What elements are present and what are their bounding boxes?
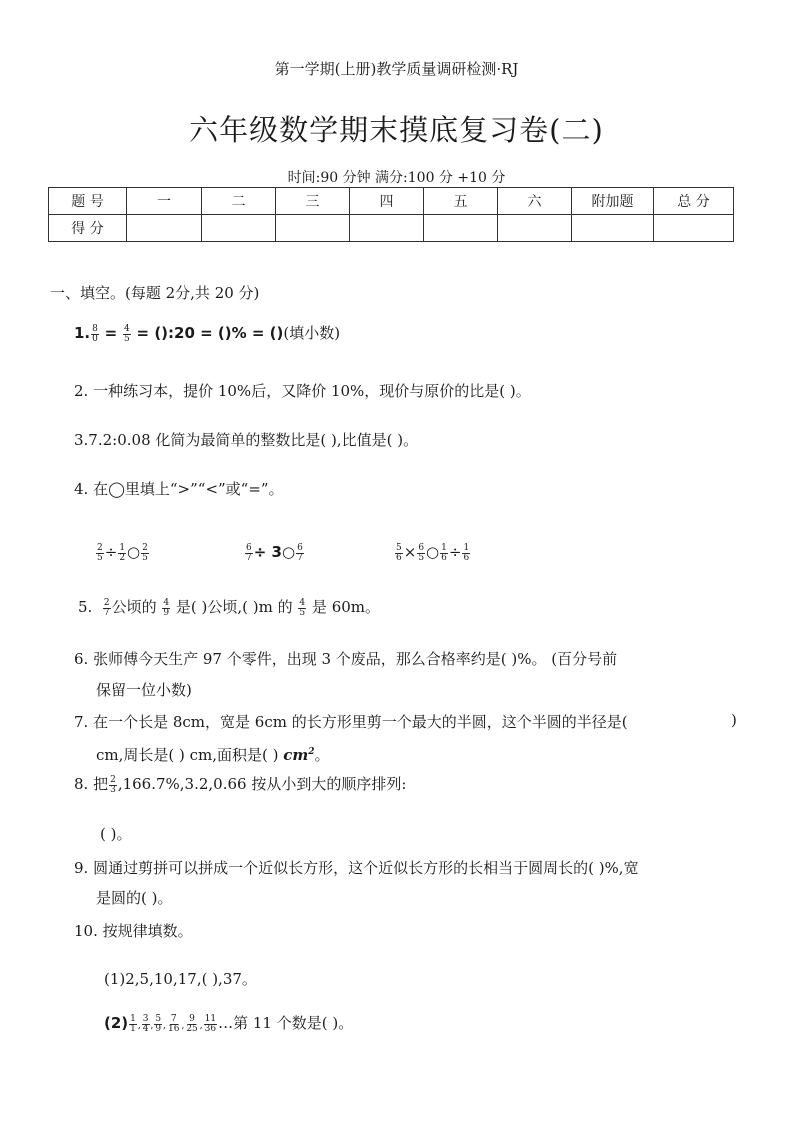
exam-meta: 时间:90 分钟 满分:100 分 +10 分 <box>287 170 506 186</box>
question-7-paren: ) <box>731 711 737 729</box>
table-cell: 一 <box>127 188 202 215</box>
fraction: $\frac{8}{0}$ <box>92 323 98 344</box>
fraction: $\frac{6}{5}$ <box>418 542 425 563</box>
score-input-cell[interactable] <box>654 215 734 242</box>
fraction: $\frac{1}{2}$ <box>119 542 126 563</box>
fraction: $\frac{6}{7}$ <box>297 542 303 563</box>
q1-equation: = ():20 = ()% = () <box>136 324 284 342</box>
fraction: $\frac{4}{5}$ <box>299 597 306 618</box>
sequence-fraction: $\frac{7}{16}$ <box>167 1013 180 1034</box>
question-9-line2: 是圆的( )。 <box>96 889 173 907</box>
fraction: $\frac{2}{3}$ <box>110 774 116 795</box>
sequence-fraction: $\frac{5}{9}$ <box>155 1013 162 1034</box>
fraction: $\frac{1}{6}$ <box>463 542 470 563</box>
question-5: 5. $\frac{2}{7}$ 公顷的 $\frac{4}{9}$ 是( )公顷,( )m 的 $\frac{4}{5}$ 是 60m。 <box>78 597 381 618</box>
question-9-line1: 9. 圆通过剪拼可以拼成一个近似长方形，这个近似长方形的长相当于圆周长的( )%,宽 <box>74 859 639 877</box>
q1-number: 1. <box>74 324 91 342</box>
sequence-comma: , <box>199 1021 203 1031</box>
table-cell: 总 分 <box>654 188 734 215</box>
score-input-cell[interactable] <box>276 215 350 242</box>
table-cell: 附加题 <box>572 188 654 215</box>
sequence-fraction: $\frac{1}{1}$ <box>130 1013 136 1034</box>
question-1: 1. $\frac{8}{0}$ = $\frac{4}{5}$ = ():20 = ()% = ()(填小数) <box>74 323 341 344</box>
sequence-comma: , <box>181 1021 185 1031</box>
table-cell: 三 <box>276 188 350 215</box>
section-title: 一、填空。(每题 2分,共 20 分) <box>50 284 260 302</box>
question-2: 2. 一种练习本，提价 10%后，又降价 10%，现价与原价的比是( )。 <box>74 382 531 400</box>
fraction: $\frac{4}{5}$ <box>124 323 130 344</box>
fraction: $\frac{2}{5}$ <box>97 542 103 563</box>
fraction: $\frac{1}{6}$ <box>441 542 447 563</box>
score-input-cell[interactable] <box>202 215 276 242</box>
exam-subtitle: 第一学期(上册)教学质量调研检测·RJ <box>274 60 519 78</box>
question-6-line1: 6. 张师傅今天生产 97 个零件，出现 3 个废品，那么合格率约是( )%。 (百分号前 <box>74 650 618 668</box>
question-3: 3.7.2:0.08 化简为最简单的整数比是( ),比值是( )。 <box>74 431 419 449</box>
sequence-comma: , <box>163 1021 166 1031</box>
sequence-comma: , <box>137 1021 141 1031</box>
q1-hint: (填小数) <box>283 324 341 342</box>
table-cell: 四 <box>350 188 424 215</box>
sequence-fraction: $\frac{11}{36}$ <box>204 1013 217 1034</box>
table-cell: 题 号 <box>49 188 127 215</box>
compare-circle[interactable]: ○ <box>426 543 440 561</box>
score-input-cell[interactable] <box>127 215 202 242</box>
question-6-line2: 保留一位小数) <box>96 681 192 699</box>
q4-comparison-c: $\frac{5}{6}$ × $\frac{6}{5}$ ○ $\frac{1}{6}$ ÷ $\frac{1}{6}$ <box>396 542 470 563</box>
table-cell: 五 <box>424 188 498 215</box>
compare-circle[interactable]: ○ <box>281 543 296 561</box>
table-cell: 得 分 <box>49 215 127 242</box>
unit-cm2: $cm^2$ <box>283 746 315 764</box>
sequence-fraction: $\frac{3}{4}$ <box>142 1013 149 1034</box>
sequence-comma: , <box>150 1021 154 1031</box>
table-cell: 二 <box>202 188 276 215</box>
q4-comparison-a: $\frac{2}{5}$ ÷ $\frac{1}{2}$ ○ $\frac{2}{5}$ <box>97 542 148 563</box>
question-10-sub2: (2) $\frac{1}{1}$ , $\frac{3}{4}$ , $\frac{5}{9}$ , $\frac{7}{16}$ , $\frac{9}{25}$ , $\frac{11}{36}$ …第 11 个数是( )。 <box>104 1013 354 1034</box>
sequence-fraction: $\frac{9}{25}$ <box>186 1013 198 1034</box>
score-input-cell[interactable] <box>572 215 654 242</box>
score-input-cell[interactable] <box>498 215 572 242</box>
fraction: $\frac{4}{9}$ <box>163 597 170 618</box>
question-8-answer: ( )。 <box>100 825 132 843</box>
table-cell: 六 <box>498 188 572 215</box>
question-10: 10. 按规律填数。 <box>74 922 193 940</box>
compare-circle[interactable]: ○ <box>127 543 141 561</box>
score-table <box>48 187 734 242</box>
question-10-sub1: (1)2,5,10,17,( ),37。 <box>104 970 257 988</box>
fraction: $\frac{6}{7}$ <box>246 542 252 563</box>
question-8: 8. 把 $\frac{2}{3}$ ,166.7%,3.2,0.66 按从小到大的顺序排列: <box>74 774 407 795</box>
fraction: $\frac{2}{7}$ <box>103 597 110 618</box>
score-input-cell[interactable] <box>350 215 424 242</box>
question-7-line1: 7. 在一个长是 8cm，宽是 6cm 的长方形里剪一个最大的半圆，这个半圆的半径是( <box>74 713 628 731</box>
fraction: $\frac{5}{6}$ <box>396 542 402 563</box>
question-7-line2: cm,周长是( ) cm,面积是( ) $cm^2$。 <box>96 746 330 764</box>
q4-comparison-b: $\frac{6}{7}$ ÷ 3○ $\frac{6}{7}$ <box>246 542 303 563</box>
fraction: $\frac{2}{5}$ <box>142 542 148 563</box>
question-4: 4. 在◯里填上“>”“<”或“=”。 <box>74 480 284 498</box>
score-input-cell[interactable] <box>424 215 498 242</box>
score-table-header-row <box>49 188 734 215</box>
score-table-score-row <box>49 215 734 242</box>
page-title: 六年级数学期末摸底复习卷(二) <box>189 113 604 147</box>
fraction-sequence <box>128 1014 218 1032</box>
